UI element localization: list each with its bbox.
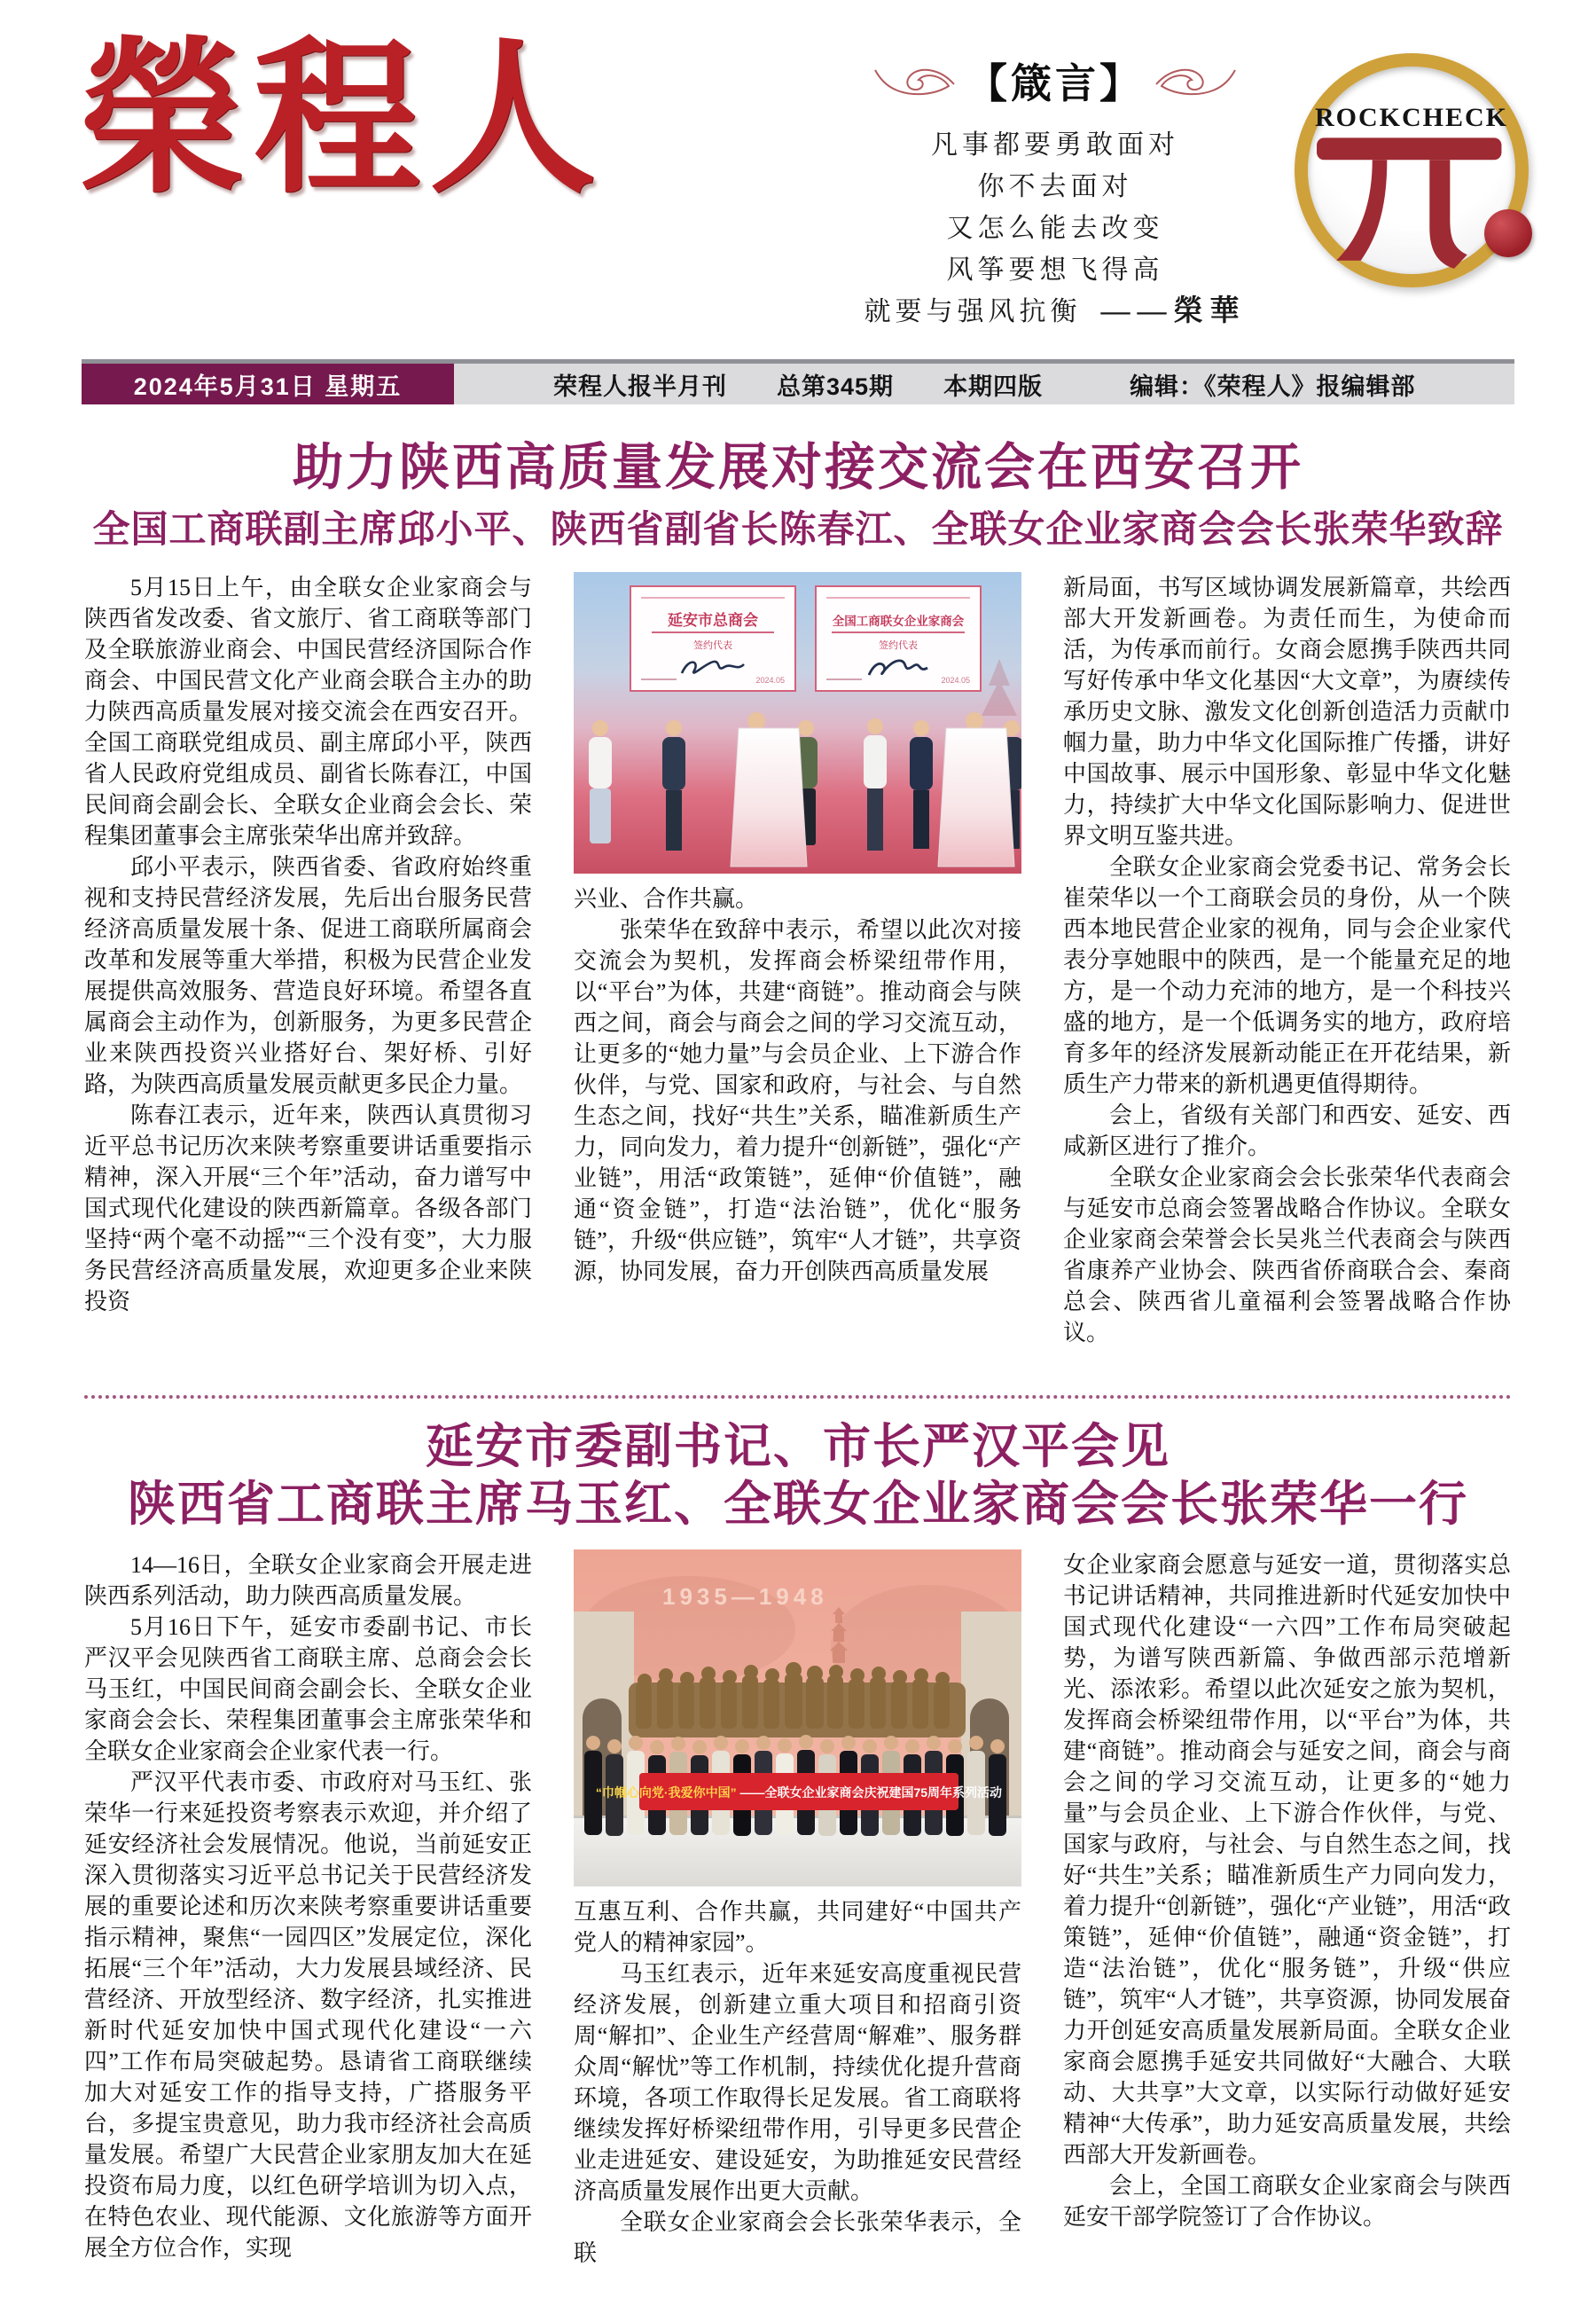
edition-count: 本期四版 — [943, 373, 1044, 400]
pi-symbol-icon — [1307, 131, 1516, 278]
board-right-subtitle: 签约代表 — [879, 639, 918, 651]
article1-photo — [574, 572, 1021, 874]
motto-title: 【箴言】 — [966, 61, 1144, 106]
masthead — [0, 0, 1596, 359]
paragraph: 张荣华在致辞中表示，希望以此次对接交流会为契机，发挥商会桥梁纽带作用，以“平台”为体，共建“商链”。推动商会与陕西之间，商会与商会之间的学习交流互动，让更多的“她力量”与会员企业、上下游合作伙伴，与党、国家和政府，与社会、与自然生态之间，找好“共生”关系，瞄准新质生产力，同向发力，着力提升“创新链”，强化“产业链”，用活“政策链”，延伸“价值链”，融通“资金链”，打造“法治链”，优化“服务链”，升级“供应链”，筑牢“人才链”，共享资源，协同发展，奋力开创陕西高质量发展 — [574, 916, 1021, 1284]
article2-column-2-text — [574, 1896, 1021, 2269]
red-banner — [596, 1773, 1002, 1810]
signing-board-left — [630, 586, 795, 691]
paragraph: 邱小平表示，陕西省委、省政府始终重视和支持民营经济发展，先后出台服务民营经济高质量发展十条、促进工商联所属商会改革和发展等重大举措，积极为民营企业发展提供高效服务、营造良好环境。希望各直属商会主动作为，创新服务，为更多民营企业来陕西投资兴业搭好台、架好桥、引好路，为陕西高质量发展贡献更多民企力量。 — [84, 853, 532, 1097]
podium-right — [938, 728, 1014, 867]
poem-attribution: ——榮華 — [1100, 295, 1247, 327]
logo-red-dot-icon — [1484, 209, 1532, 257]
paragraph: 14—16日，全联女企业家商会开展走进陕西系列活动，助力陕西高质量发展。 — [84, 1551, 532, 1609]
publication-name: 荣程人报半月刊 — [553, 373, 727, 400]
board-right-date: 2024.05 — [941, 675, 970, 685]
editor-credit: 编辑：《荣程人》报编辑部 — [1130, 373, 1416, 400]
paragraph: 5月16日下午，延安市委副书记、市长严汉平会见陕西省工商联主席、总商会会长马玉红，中国民间商会副会长、全联女企业家商会会长、荣程集团董事会主席张荣华和全联女企业家商会企业家代表一行。 — [84, 1613, 532, 1764]
article-1 — [0, 440, 1596, 1381]
board-left-subtitle: 签约代表 — [693, 639, 732, 651]
rockcheck-logo — [1295, 53, 1529, 287]
signing-ceremony-photo — [574, 572, 1021, 874]
paragraph: 严汉平代表市委、市政府对马玉红、张荣华一行来延投资考察表示欢迎，并介绍了延安经济社会发展情况。他说，当前延安正深入贯彻落实习近平总书记关于民营经济发展的重要论述和历次来陕考察重要讲话重要指示精神，聚焦“一园四区”发展定位，深化拓展“三个年”活动，大力发展县域经济、民营经济、开放型经济、数字经济，扎实推进新时代延安加快中国式现代化建设“一六四”工作布局突破起势。恳请省工商联继续加大对延安工作的指导支持，广搭服务平台，多提宝贵意见，助力我市经济社会高质量发展。希望广大民营企业家朋友加大在延投资布局力度，以红色研学培训为切入点，在特色农业、现代能源、文化旅游等方面开展全方位合作，实现 — [84, 1769, 532, 2261]
poem-line: 风筝要想飞得高 — [946, 255, 1164, 285]
banner-quote-text: “巾帼心向党·我爱你中国” — [595, 1784, 737, 1800]
board-right-title: 全国工商联女企业家商会 — [832, 614, 965, 628]
article1-headline: 助力陕西高质量发展对接交流会在西安召开 — [293, 439, 1303, 496]
issue-meta — [454, 364, 1514, 404]
logo-brand-text: ROCKCHECK — [1314, 103, 1508, 132]
motto-box — [842, 51, 1268, 333]
board-left-date: 2024.05 — [755, 675, 785, 685]
motto-header — [842, 51, 1268, 110]
poem-line: 又怎么能去改变 — [946, 214, 1164, 243]
article2-column-2 — [574, 1549, 1021, 2299]
paragraph: 兴业、合作共赢。 — [574, 885, 759, 912]
wall-years-text: 1935—1948 — [662, 1582, 828, 1610]
article1-column-3 — [1063, 572, 1511, 1381]
paragraph: 会上，省级有关部门和西安、延安、西咸新区进行了推介。 — [1063, 1102, 1511, 1159]
issue-number: 总第345期 — [777, 373, 895, 400]
paragraph: 会上，全国工商联女企业家商会与陕西延安干部学院签订了合作协议。 — [1063, 2172, 1511, 2230]
article-2 — [0, 1418, 1596, 2299]
article1-column-2-text — [574, 883, 1021, 1287]
motto-poem — [842, 124, 1268, 333]
article2-headline — [84, 1418, 1512, 1533]
svg-text:“巾帼心向党·我爱你中国” — [596, 1785, 1002, 1800]
paragraph: 女企业家商会愿意与延安一道，贯彻落实总书记讲话精神，共同推进新时代延安加快中国式现代化建设“一六四”工作布局突破起势，为谱写陕西新篇、争做西部示范增新光、添浓彩。希望以此次延安之旅为契机，发挥商会桥梁纽带作用，以“平台”为体，共建“商链”。推动商会与延安之间，商会与商会之间的学习交流互动，让更多的“她力量”与会员企业、上下游合作伙伴，与党、国家与政府，与社会、与自然生态之间，找好“共生”关系；瞄准新质生产力同向发力，着力提升“创新链”，强化“产业链”，用活“政策链”，延伸“价值链”，融通“资金链”，打造“法治链”，优化“服务链”，升级“供应链”，筑牢“人才链”，共享资源，协同发展奋力开创延安高质量发展新局面。全联女企业家商会愿携手延安共同做好“大融合、大联动、大共享”大文章，以实际行动做好延安精神“大传承”，助力延安高质量发展，共绘西部大开发新画卷。 — [1063, 1551, 1511, 2168]
paragraph: 全联女企业家商会党委书记、常务会长崔荣华以一个工商联会员的身份，从一个陕西本地民营企业家的视角，同与会企业家代表分享她眼中的陕西，是一个能量充足的地方，是一个动力充沛的地方，是一个科技兴盛的地方，是一个低调务实的地方，政府培育多年的经济发展新动能正在开花结果，新质生产力带来的新机遇更值得期待。 — [1063, 853, 1511, 1097]
paragraph: 陈春江表示，近年来，陕西认真贯彻习近平总书记历次来陕考察重要讲话重要指示精神，深入开展“三个年”活动，奋力谱写中国式现代化建设的陕西新篇章。各级各部门坚持“两个毫不动摇”“三个没有变”，大力服务民营经济高质量发展，欢迎更多企业来陕投资 — [84, 1102, 532, 1314]
article1-column-1 — [84, 572, 532, 1381]
person — [589, 720, 612, 843]
article2-headline-line2: 陕西省工商联主席马玉红、全联女企业家商会会长张荣华一行 — [128, 1477, 1468, 1531]
article1-columns — [84, 572, 1512, 1381]
banner-rest-text: ——全联女企业家商会庆祝建国75周年系列活动 — [739, 1784, 1003, 1800]
article1-subheadline: 全国工商联副主席邱小平、陕西省副省长陈春江、全联女企业家商会会长张荣华致辞 — [92, 507, 1504, 550]
podium-left — [731, 728, 807, 867]
article2-column-1 — [84, 1549, 532, 2299]
paragraph: 马玉红表示，近年来延安高度重视民营经济发展，创新建立重大项目和招商引资周“解扣”、企业生产经营周“解难”、服务群众周“解忧”等工作机制，持续优化提升营商环境，各项工作取得长足发展。省工商联将继续发挥好桥梁纽带作用，引导更多民营企业走进延安、建设延安，为助推延安民营经济高质量发展作出更大贡献。 — [574, 1960, 1021, 2204]
paragraph: 互惠互利、合作共赢，共同建好“中国共产党人的精神家园”。 — [574, 1898, 1021, 1956]
poem-line: 就要与强风抗衡 ——榮華 — [864, 295, 1247, 327]
article2-columns — [84, 1549, 1512, 2299]
paragraph: 新局面，书写区域协调发展新篇章，共绘西部大开发新画卷。为责任而生，为使命而活，为传承而前行。女商会愿携手陕西共同写好传承中华文化基因“大文章”，为赓续传承历史文脉、激发文化创新创造活力贡献巾帼力量，助力中华文化国际推广传播，讲好中国故事、展示中国形象、彰显中华文化魅力，持续扩大中华文化国际影响力、促进世界文明互鉴共进。 — [1063, 574, 1511, 849]
poem-line: 凡事都要勇敢面对 — [931, 130, 1179, 160]
section-divider — [84, 1395, 1512, 1399]
article2-photo — [574, 1549, 1021, 1886]
poem-line: 你不去面对 — [977, 172, 1133, 201]
paragraph: 全联女企业家商会会长张荣华代表商会与延安市总商会签署战略合作协议。全联女企业家商会荣誉会长吴兆兰代表商会与陕西省康养产业协会、陕西省侨商联合会、秦商总会、陕西省儿童福利会签署战略合作协议。 — [1063, 1164, 1511, 1345]
paragraph: 5月15日上午，由全联女企业家商会与陕西省发改委、省文旅厅、省工商联等部门及全联旅游业商会、中国民营经济国际合作商会、中国民营文化产业商会联合主办的助力陕西高质量发展对接交流会在西安召开。全国工商联党组成员、副主席邱小平，陕西省人民政府党组成员、副省长陈春江，中国民间商会副会长、全联女企业商会会长、荣程集团董事会主席张荣华出席并致辞。 — [84, 574, 532, 849]
signing-board-right — [816, 586, 981, 691]
flourish-left-icon — [872, 63, 958, 98]
board-left-title: 延安市总商会 — [668, 611, 758, 629]
paragraph: 全联女企业家商会会长张荣华表示，全联 — [574, 2208, 1021, 2266]
flourish-right-icon — [1153, 63, 1238, 98]
article2-headline-line1: 延安市委副书记、市长严汉平会见 — [426, 1419, 1170, 1473]
newspaper-title-calligraphy: 榮程人 — [78, 20, 605, 216]
date-bar — [82, 359, 1514, 404]
issue-date: 2024年5月31日 星期五 — [82, 364, 454, 404]
article2-column-3 — [1063, 1549, 1511, 2299]
group-photo-memorial — [574, 1549, 1021, 1886]
article1-column-2 — [574, 572, 1021, 1381]
